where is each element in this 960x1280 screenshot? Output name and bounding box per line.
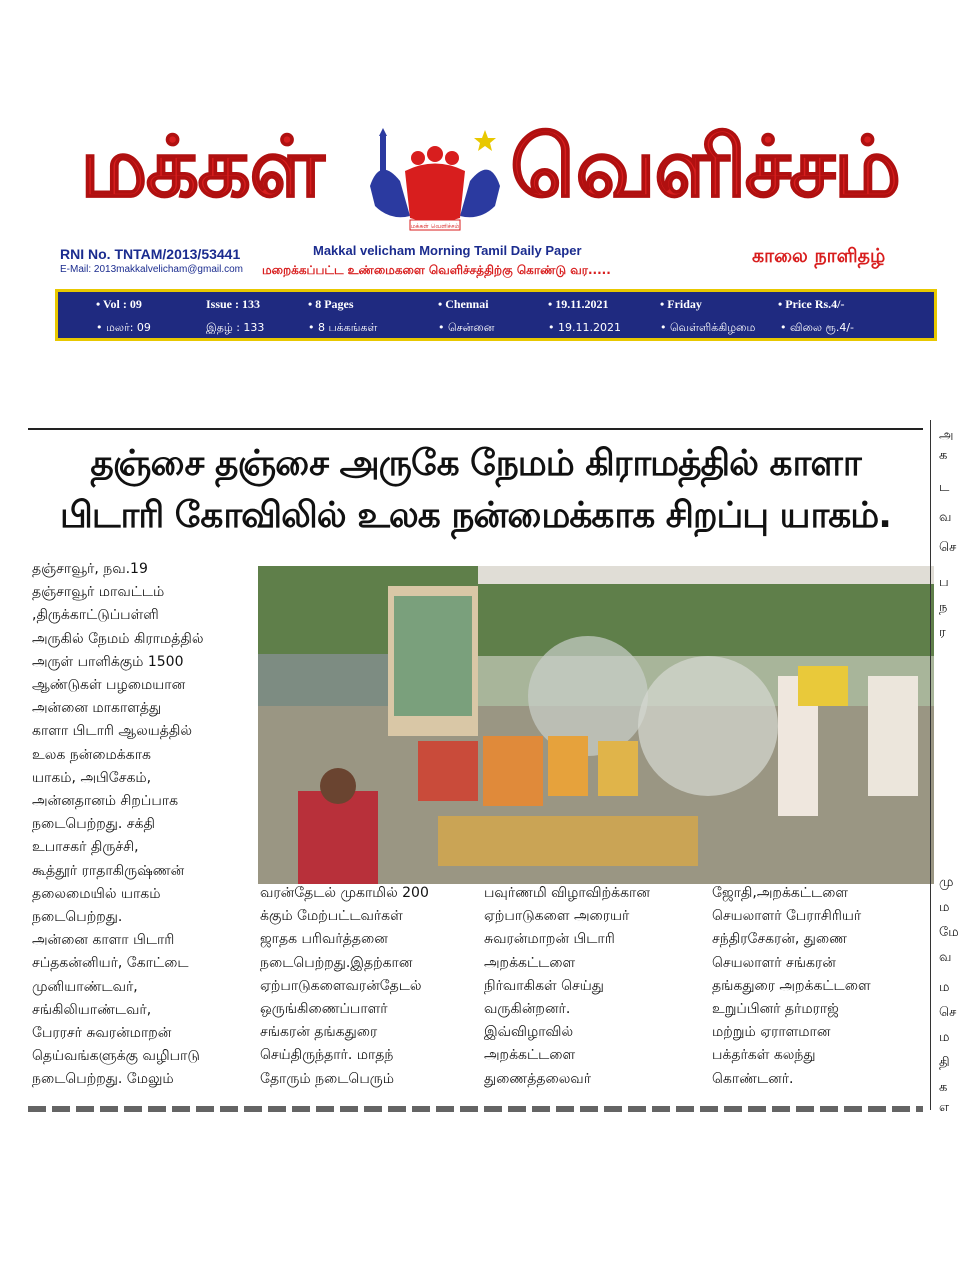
divider-top — [28, 428, 923, 430]
strip-char: அ — [939, 428, 954, 443]
logo-caption: மக்கள் வெளிச்சம் — [410, 223, 460, 230]
article-column-1: தஞ்சாவூர், நவ.19 தஞ்சாவூர் மாவட்டம் ,திருக்காட்டுப்பள்ளி அருகில் நேமம் கிராமத்தில் அருள் பாளிக்கும் 1500 ஆண்டுகள் பழமையான அன்னை மாகாளத்து காளா பிடாரி ஆலயத்தில் உலக நன்மைக்காக யாகம், அபிசேகம், அன்னதானம் சிறப்பாக நடைபெற்றது. சக்தி உபாசகர் திருச்சி, கூத்தூர் ராதாகிருஷ்ணன் தலைமையில் யாகம் நடைபெற்றது. அன்னை காளா பிடாரி சப்தகன்னியர், கோட்டை முனியாண்டவர், சங்கிலியாண்டவர், பேரரசர் சுவரன்மாறன் தெய்வங்களுக்கு வழிபாடு நடைபெற்றது. மேலும் — [32, 561, 204, 1088]
email-address: E-Mail: 2013makkalvelicham@gmail.com — [60, 264, 243, 275]
strip-char: செ — [939, 1005, 957, 1020]
strip-char: வ — [939, 510, 952, 525]
newspaper-title — [80, 118, 940, 248]
info-city-tamil: • சென்னை — [438, 321, 495, 334]
headline-line-2: பிடாரி கோவிலில் உலக நன்மைக்காக சிறப்பு யாகம். — [60, 495, 891, 536]
info-price-tamil: • விலை ரூ.4/- — [780, 321, 855, 334]
title-right: வெளிச்சம் — [510, 118, 900, 216]
strip-char: ந — [939, 600, 948, 615]
newspaper-logo-icon — [360, 126, 510, 236]
strip-char: மே — [939, 925, 959, 940]
tagline-english: Makkal velicham Morning Tamil Daily Paper — [313, 243, 582, 258]
masthead — [0, 0, 960, 350]
strip-char: ப — [939, 575, 949, 590]
rni-number: RNI No. TNTAM/2013/53441 — [60, 246, 241, 262]
info-issue: Issue : 133 — [206, 297, 261, 311]
info-price: • Price Rs.4/- — [778, 297, 845, 311]
strip-char: க — [939, 448, 948, 463]
strip-char: ம — [939, 900, 950, 915]
strip-char: ம — [939, 980, 950, 995]
next-headline-cut — [28, 1106, 923, 1112]
strip-char: க — [939, 1080, 948, 1095]
info-volume-tamil: • மலர்: 09 — [96, 321, 151, 334]
tagline-tamil: மறைக்கப்பட்ட உண்மைகளை வெளிச்சத்திற்கு கொண்டு வர..... — [262, 263, 611, 277]
strip-char: ம — [939, 1030, 950, 1045]
strip-char: செ — [939, 540, 957, 555]
morning-paper-label: காலை நாளிதழ் — [752, 245, 886, 267]
strip-char: மு — [939, 875, 954, 890]
article-column-2: வரன்தேடல் முகாமில் 200 க்கும் மேற்பட்டவர்கள் ஜாதக பரிவர்த்தனை நடைபெற்றது.இதற்கான ஏற்பாடுகளைவரன்தேடல் ஒருங்கிணைப்பாளர் சங்கரன் தங்கதுரை செய்திருந்தார். மாதந் தோரும் நடைபெரும் — [260, 885, 429, 1087]
info-issue-tamil: இதழ் : 133 — [206, 321, 265, 334]
news-article — [28, 420, 928, 1120]
headline-line-1: தஞ்சை தஞ்சை அருகே நேமம் கிராமத்தில் காளா — [90, 443, 861, 484]
info-pages-tamil: • 8 பக்கங்கள் — [308, 321, 378, 334]
info-day: • Friday — [660, 297, 702, 311]
article-column-3: பவுர்ணமி விழாவிற்க்கான ஏற்பாடுகளை அரையர் சுவரன்மாறன் பிடாரி அறக்கட்டளை நிர்வாகிகள் செய்து வருகின்றனர். இவ்விழாவில் அறக்கட்டளை துணைத்தலைவர் — [484, 885, 650, 1087]
info-volume: • Vol : 09 — [96, 297, 142, 311]
article-column-4: ஜோதி,அறக்கட்டளை செயலாளர் பேராசிரியர் சந்திரசேகரன், துணை செயலாளர் சங்கரன் தங்கதுரை அறக்கட்டளை உறுப்பினர் தர்மராஜ் மற்றும் ஏராளமான பக்தர்கள் கலந்து கொண்டனர். — [712, 885, 871, 1087]
strip-char: தி — [939, 1055, 950, 1070]
article-headline — [28, 438, 923, 542]
issue-info-bar — [55, 289, 937, 341]
title-left: மக்கள் — [80, 118, 323, 216]
strip-char: ர — [939, 625, 946, 640]
info-date-tamil: • 19.11.2021 — [548, 321, 621, 334]
strip-char: ட — [939, 480, 950, 495]
info-city: • Chennai — [438, 297, 489, 311]
info-date: • 19.11.2021 — [548, 297, 609, 311]
article-photo — [258, 566, 934, 884]
info-pages: • 8 Pages — [308, 297, 354, 311]
strip-char: வ — [939, 950, 952, 965]
strip-char: எ — [939, 1100, 950, 1115]
adjacent-column-strip — [930, 420, 960, 1115]
info-day-tamil: • வெள்ளிக்கிழமை — [660, 321, 756, 334]
